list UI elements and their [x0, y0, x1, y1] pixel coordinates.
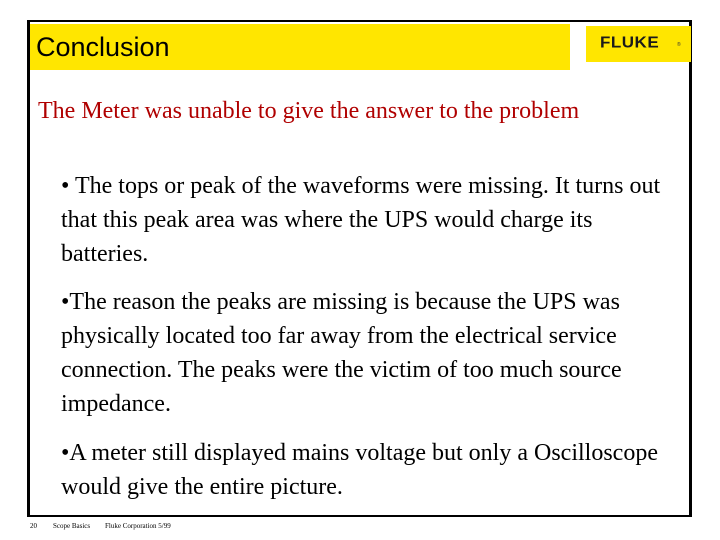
bullet-point: •A meter still displayed mains voltage but only a Oscilloscope would give the entire picture.	[61, 440, 658, 500]
bullet-point: • The tops or peak of the waveforms were missing. It turns out that this peak area was where the UPS would charge its batteries.	[61, 173, 661, 267]
slide-subtitle: The Meter was unable to give the answer to the problem	[38, 98, 580, 124]
page-number: 20	[30, 522, 37, 530]
bullet-point: •The reason the peaks are missing is because the UPS was physically located too far away from the electrical service connection. The peaks were the victim of too much source impedance.	[61, 289, 622, 417]
footer-corporation: Fluke Corporation 5/99	[105, 522, 171, 530]
slide-title: Conclusion	[36, 32, 170, 62]
footer-deck-title: Scope Basics	[53, 522, 91, 530]
trademark-mark: ®	[677, 42, 681, 48]
fluke-logo-text: FLUKE	[600, 34, 660, 52]
